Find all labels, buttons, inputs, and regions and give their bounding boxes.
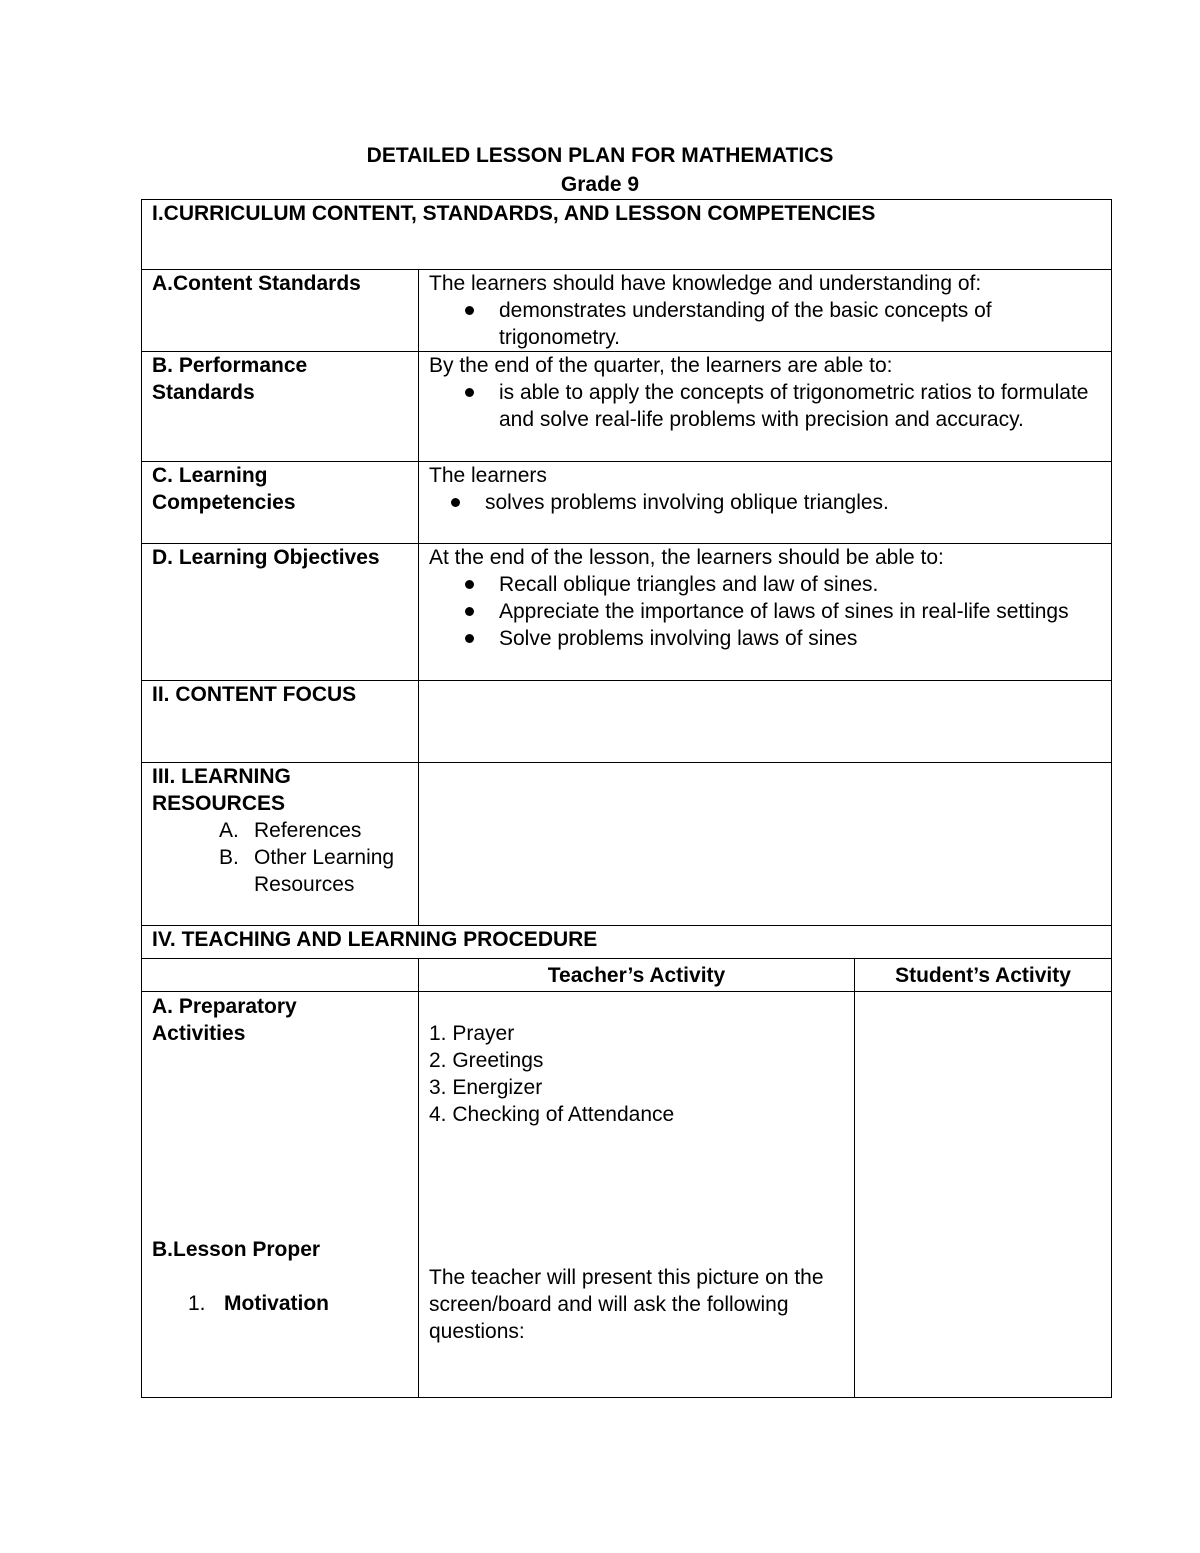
section-1-heading: I.CURRICULUM CONTENT, STANDARDS, AND LESSON COMPETENCIES xyxy=(142,200,1112,270)
grade-level: Grade 9 xyxy=(560,173,640,196)
procedure-row xyxy=(142,992,1112,1398)
section-1-row xyxy=(142,200,1112,270)
preparatory-activities-list xyxy=(429,1020,674,1128)
label-line: III. LEARNING xyxy=(152,765,291,788)
learning-competencies-cell xyxy=(419,462,1112,544)
content-focus-cell xyxy=(419,681,1112,763)
list-mark: B. xyxy=(219,846,239,869)
list-item: 4. Checking of Attendance xyxy=(429,1103,675,1126)
list-label: Motivation xyxy=(224,1292,329,1315)
lesson-proper-label: B.Lesson Proper xyxy=(152,1238,321,1261)
learning-resources-cell xyxy=(419,763,1112,926)
motivation-label xyxy=(188,1290,329,1317)
section-4-heading: IV. TEACHING AND LEARNING PROCEDURE xyxy=(142,926,1112,959)
empty-header-cell xyxy=(142,959,419,992)
learning-resources-label xyxy=(142,763,419,926)
list-item: 2. Greetings xyxy=(429,1049,544,1072)
list-label: Other Learning Resources xyxy=(254,846,395,896)
student-activity-header: Student’s Activity xyxy=(855,959,1112,992)
student-activity-cell xyxy=(855,992,1112,1398)
lesson-plan-table xyxy=(141,199,1112,1398)
learning-competencies-row xyxy=(142,462,1112,544)
content-standards-cell xyxy=(419,270,1112,352)
performance-standards-intro: By the end of the quarter, the learners are able to: xyxy=(429,354,893,377)
list-item: 1. Prayer xyxy=(429,1022,515,1045)
list-item: Recall oblique triangles and law of sines. xyxy=(499,571,1101,598)
list-item xyxy=(219,817,408,844)
content-standards-list xyxy=(429,297,1101,351)
learning-competencies-intro: The learners xyxy=(429,464,547,487)
label-line: Competencies xyxy=(152,491,296,514)
section-4-row xyxy=(142,926,1112,959)
label-line: RESOURCES xyxy=(152,792,286,815)
performance-standards-cell xyxy=(419,352,1112,462)
list-item: 3. Energizer xyxy=(429,1076,543,1099)
list-item: Appreciate the importance of laws of sines in real-life settings xyxy=(499,598,1101,625)
list-label: References xyxy=(254,819,362,842)
content-standards-label: A.Content Standards xyxy=(142,270,419,352)
content-standards-row xyxy=(142,270,1112,352)
list-item: Solve problems involving laws of sines xyxy=(499,625,1101,652)
preparatory-label: A. Preparatory xyxy=(152,995,297,1018)
performance-standards-row xyxy=(142,352,1112,462)
content-standards-intro: The learners should have knowledge and understanding of: xyxy=(429,272,982,295)
learning-competencies-list xyxy=(429,489,1101,516)
list-item: solves problems involving oblique triangles. xyxy=(485,489,1101,516)
content-focus-label: II. CONTENT FOCUS xyxy=(142,681,419,763)
learning-objectives-row xyxy=(142,544,1112,681)
resources-list xyxy=(152,817,408,898)
label-line: Standards xyxy=(152,381,255,404)
teacher-activity-cell xyxy=(419,992,855,1398)
label-line: B. Performance xyxy=(152,354,308,377)
learning-objectives-cell xyxy=(419,544,1112,681)
document-title: DETAILED LESSON PLAN FOR MATHEMATICS xyxy=(366,144,834,167)
learning-objectives-label: D. Learning Objectives xyxy=(142,544,419,681)
list-item xyxy=(219,844,408,898)
learning-competencies-label xyxy=(142,462,419,544)
list-item: demonstrates understanding of the basic concepts of trigonometry. xyxy=(499,297,1101,351)
list-mark: 1. xyxy=(188,1292,206,1315)
motivation-text: The teacher will present this picture on the screen/board and will ask the following questions: xyxy=(429,1266,824,1343)
label-line: C. Learning xyxy=(152,464,268,487)
list-item: is able to apply the concepts of trigonometric ratios to formulate and solve real-life problems with precision and accuracy. xyxy=(499,379,1101,433)
teacher-activity-header: Teacher’s Activity xyxy=(419,959,855,992)
content-focus-row xyxy=(142,681,1112,763)
learning-objectives-list xyxy=(429,571,1101,652)
performance-standards-list xyxy=(429,379,1101,433)
preparatory-label: Activities xyxy=(152,1022,246,1045)
list-mark: A. xyxy=(219,819,239,842)
procedure-label-cell xyxy=(142,992,419,1398)
learning-resources-row xyxy=(142,763,1112,926)
activity-header-row xyxy=(142,959,1112,992)
learning-objectives-intro: At the end of the lesson, the learners should be able to: xyxy=(429,546,944,569)
performance-standards-label xyxy=(142,352,419,462)
